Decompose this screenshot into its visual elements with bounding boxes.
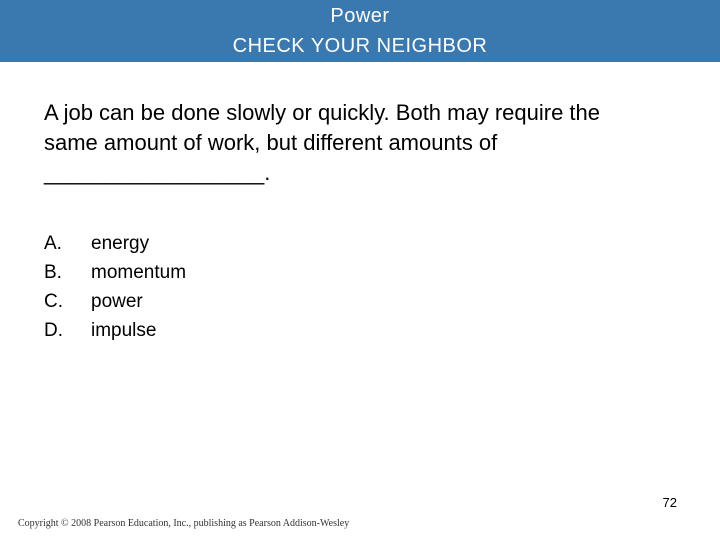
slide-title: Power — [330, 5, 390, 27]
slide-header — [0, 0, 720, 62]
copyright-notice: Copyright © 2008 Pearson Education, Inc., publishing as Pearson Addison-Wesley — [18, 518, 350, 529]
question-line-2: same amount of work, but different amounts of — [44, 130, 498, 155]
question-line-3: __________________. — [44, 160, 271, 185]
option-letter: C. — [44, 291, 63, 312]
option-text: momentum — [91, 262, 187, 283]
slide-subtitle: CHECK YOUR NEIGHBOR — [232, 35, 488, 57]
question-text — [44, 98, 684, 188]
question-line-1: A job can be done slowly or quickly. Both may require the — [44, 100, 601, 125]
option-letter: D. — [44, 320, 63, 341]
option-letter: B. — [44, 262, 62, 283]
option-letter: A. — [44, 233, 62, 254]
page-number: 72 — [662, 495, 677, 510]
option-text: power — [91, 291, 143, 312]
option-text: impulse — [91, 320, 157, 341]
option-text: energy — [91, 233, 150, 254]
